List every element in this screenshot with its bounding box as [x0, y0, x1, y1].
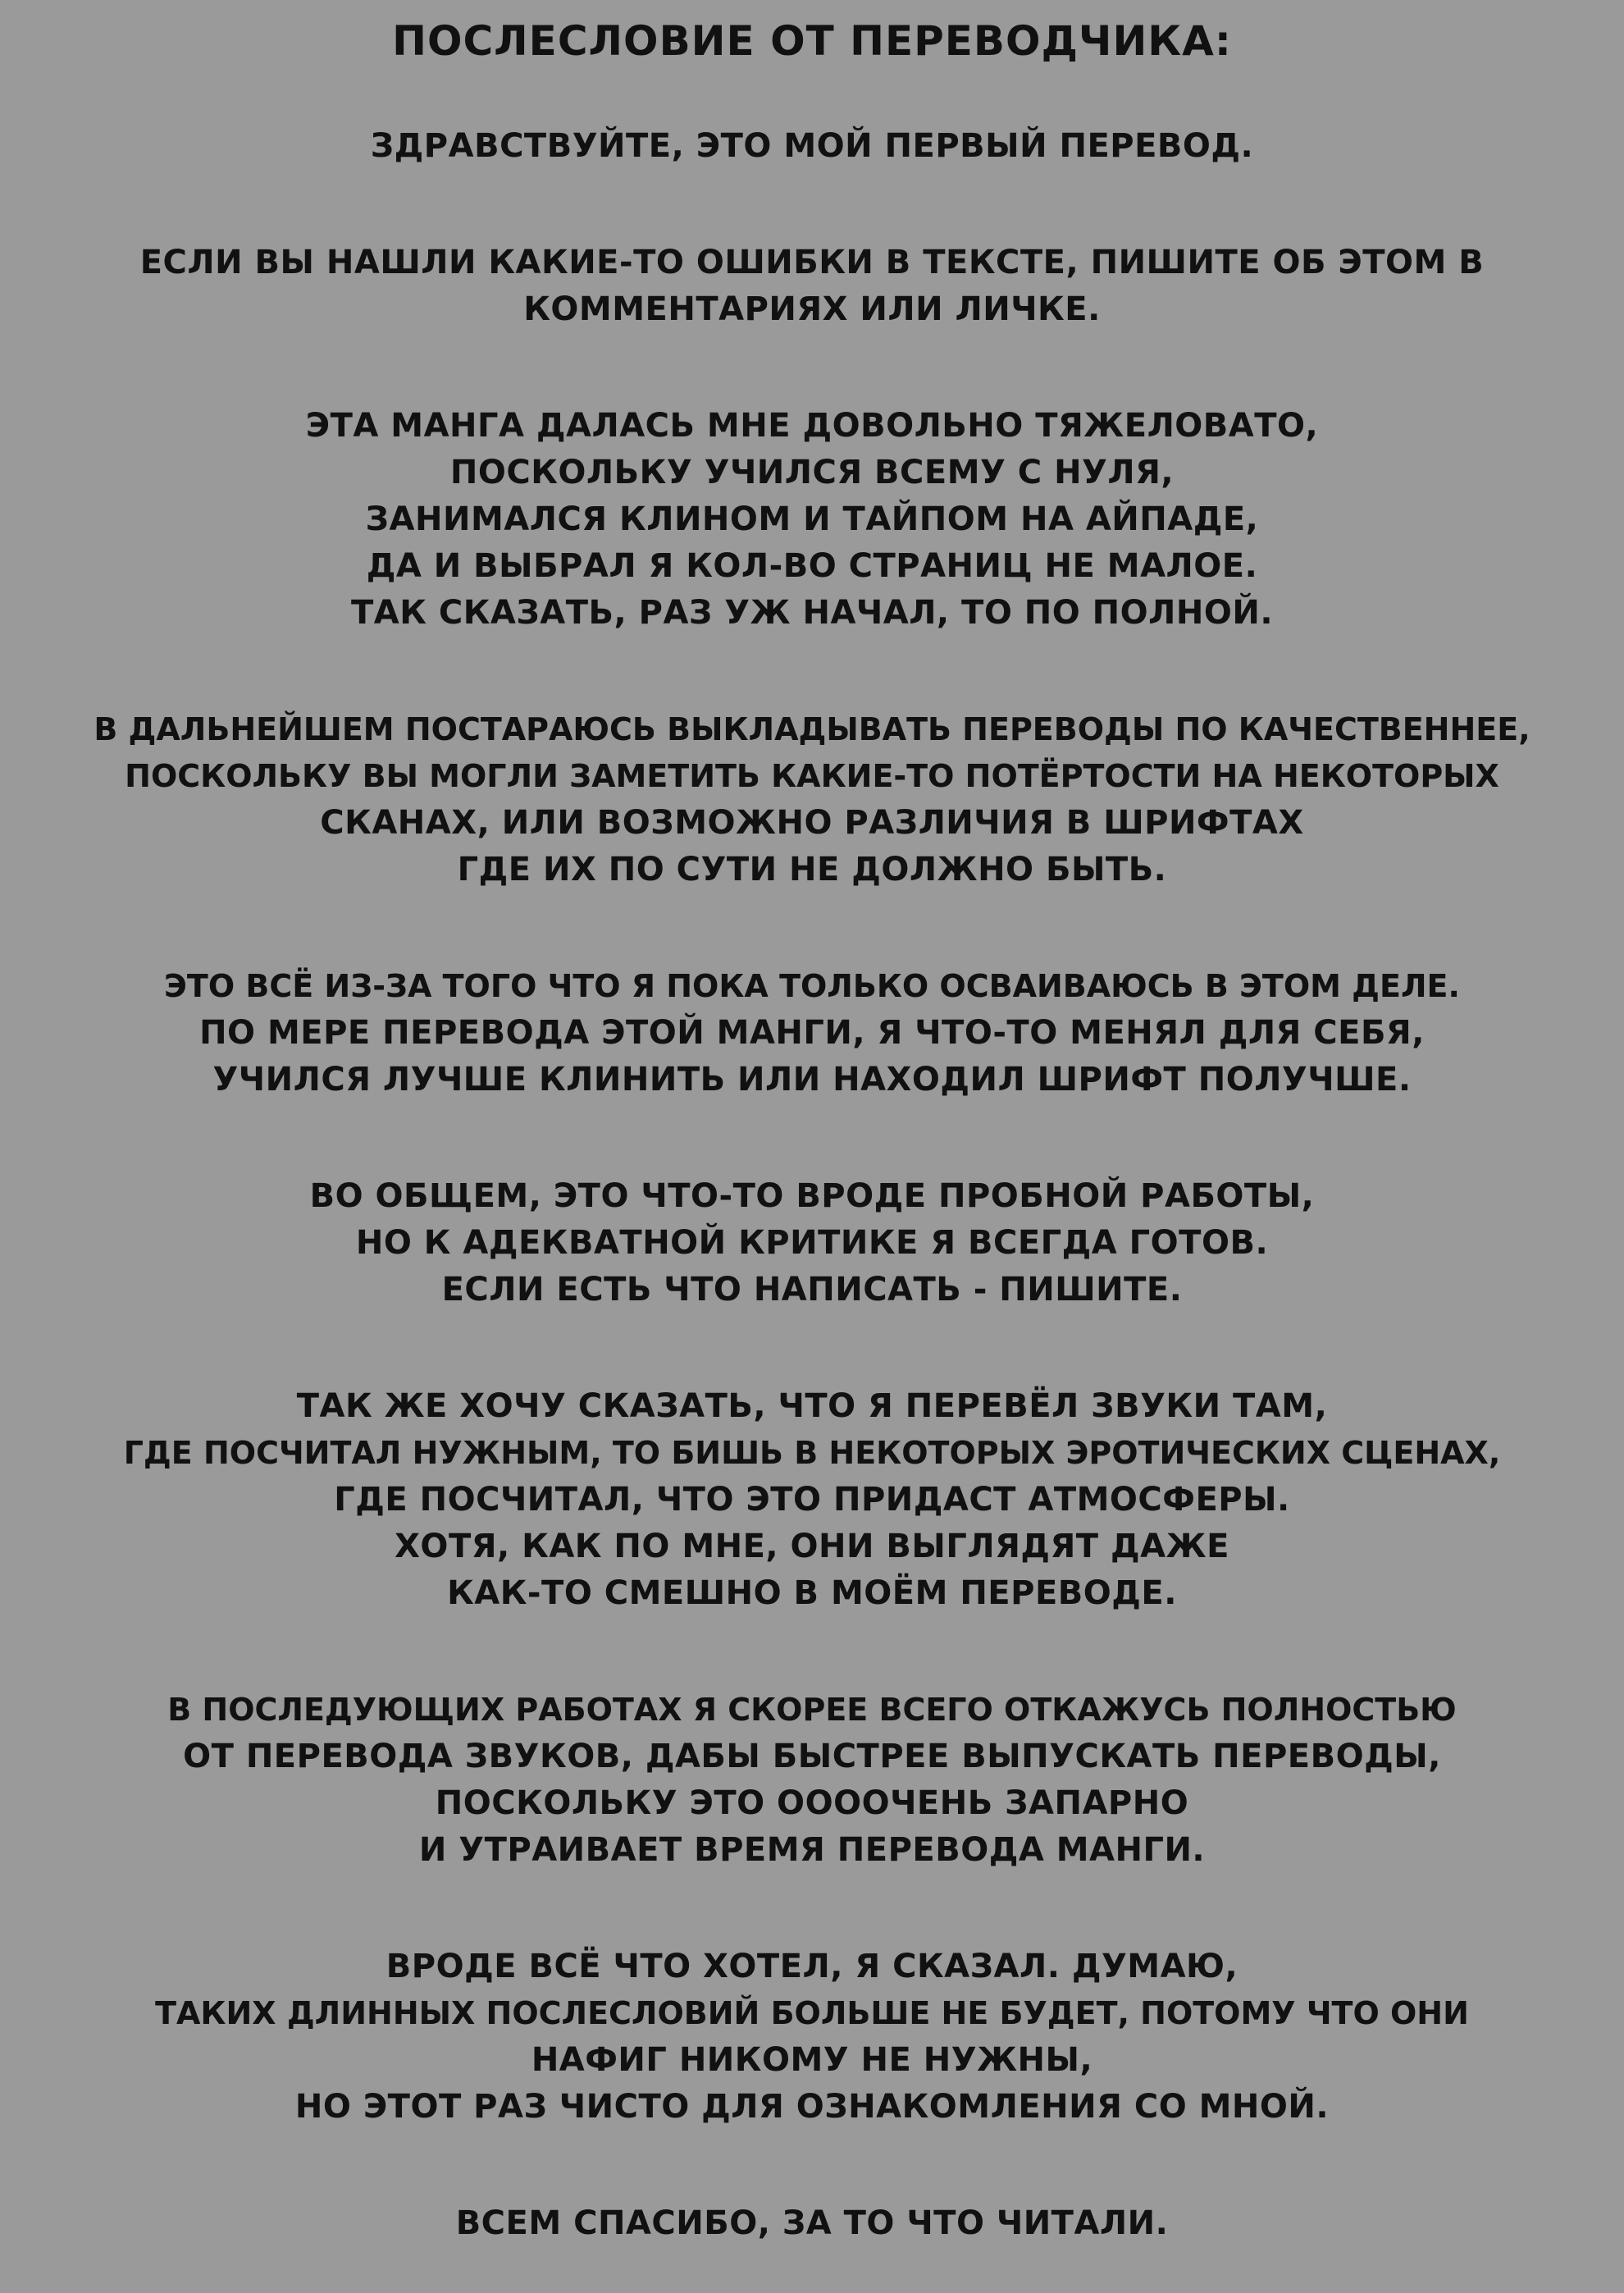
text-line: В ДАЛЬНЕЙШЕМ ПОСТАРАЮСЬ ВЫКЛАДЫВАТЬ ПЕРЕВОДЫ ПО КАЧЕСТВЕННЕЕ, [94, 711, 1530, 747]
text-line: ГДЕ ИХ ПО СУТИ НЕ ДОЛЖНО БЫТЬ. [457, 851, 1167, 888]
paragraph-thanks [0, 2200, 1624, 2247]
text-line: ДА И ВЫБРАЛ Я КОЛ-ВО СТРАНИЦ НЕ МАЛОЕ. [366, 547, 1258, 585]
paragraph-errors [0, 240, 1624, 333]
text-line: ХОТЯ, КАК ПО МНЕ, ОНИ ВЫГЛЯДЯТ ДАЖЕ [395, 1528, 1229, 1565]
text-line: ОТ ПЕРЕВОДА ЗВУКОВ, ДАБЫ БЫСТРЕЕ ВЫПУСКАТЬ ПЕРЕВОДЫ, [183, 1738, 1441, 1775]
text-line: НО К АДЕКВАТНОЙ КРИТИКЕ Я ВСЕГДА ГОТОВ. [355, 1224, 1269, 1262]
text-line: ВО ОБЩЕМ, ЭТО ЧТО-ТО ВРОДЕ ПРОБНОЙ РАБОТЫ, [309, 1177, 1315, 1215]
text-line: В ПОСЛЕДУЮЩИХ РАБОТАХ Я СКОРЕЕ ВСЕГО ОТКАЖУСЬ ПОЛНОСТЬЮ [167, 1692, 1457, 1728]
text-line: ТАК СКАЗАТЬ, РАЗ УЖ НАЧАЛ, ТО ПО ПОЛНОЙ. [350, 594, 1274, 632]
text-line: ПОСКОЛЬКУ УЧИЛСЯ ВСЕМУ С НУЛЯ, [449, 454, 1175, 491]
text-line: ЗАНИМАЛСЯ КЛИНОМ И ТАЙПОМ НА АЙПАДЕ, [365, 500, 1259, 538]
page-title: ПОСЛЕСЛОВИЕ ОТ ПЕРЕВОДЧИКА: [392, 17, 1232, 65]
text-line: ПО МЕРЕ ПЕРЕВОДА ЭТОЙ МАНГИ, Я ЧТО-ТО МЕНЯЛ ДЛЯ СЕБЯ, [199, 1014, 1425, 1052]
text-line: ПОСКОЛЬКУ ВЫ МОГЛИ ЗАМЕТИТЬ КАКИЕ-ТО ПОТЁРТОСТИ НА НЕКОТОРЫХ [125, 758, 1499, 794]
text-line: ЭТА МАНГА ДАЛАСЬ МНЕ ДОВОЛЬНО ТЯЖЕЛОВАТО, [305, 407, 1319, 445]
paragraph-sounds [0, 1383, 1624, 1617]
text-line: КАК-ТО СМЕШНО В МОЁМ ПЕРЕВОДЕ. [447, 1574, 1177, 1612]
text-line: ЕСЛИ ВЫ НАШЛИ КАКИЕ-ТО ОШИБКИ В ТЕКСТЕ, ПИШИТЕ ОБ ЭТОМ В [139, 244, 1485, 281]
text-line: СКАНАХ, ИЛИ ВОЗМОЖНО РАЗЛИЧИЯ В ШРИФТАХ [320, 804, 1304, 842]
paragraph-quality [0, 706, 1624, 893]
paragraph-greeting [0, 123, 1624, 170]
paragraph-learning [0, 963, 1624, 1103]
text-line: И УТРАИВАЕТ ВРЕМЯ ПЕРЕВОДА МАНГИ. [418, 1831, 1206, 1869]
paragraph-difficulty [0, 403, 1624, 637]
paragraph-future [0, 1687, 1624, 1874]
text-line: ЗДРАВСТВУЙТЕ, ЭТО МОЙ ПЕРВЫЙ ПЕРЕВОД. [370, 127, 1254, 165]
text-line: КОММЕНТАРИЯХ ИЛИ ЛИЧКЕ. [523, 290, 1101, 328]
text-line: ПОСКОЛЬКУ ЭТО ООООЧЕНЬ ЗАПАРНО [435, 1784, 1189, 1822]
text-line: ЕСЛИ ЕСТЬ ЧТО НАПИСАТЬ - ПИШИТЕ. [441, 1271, 1183, 1309]
paragraph-closing [0, 1944, 1624, 2131]
text-line: ВРОДЕ ВСЁ ЧТО ХОТЕЛ, Я СКАЗАЛ. ДУМАЮ, [385, 1948, 1239, 1985]
text-line: НО ЭТОТ РАЗ ЧИСТО ДЛЯ ОЗНАКОМЛЕНИЯ СО МНОЙ. [294, 2088, 1330, 2126]
text-line: ТАКИХ ДЛИННЫХ ПОСЛЕСЛОВИЙ БОЛЬШЕ НЕ БУДЕТ, ПОТОМУ ЧТО ОНИ [155, 1995, 1469, 2031]
text-line: ГДЕ ПОСЧИТАЛ, ЧТО ЭТО ПРИДАСТ АТМОСФЕРЫ. [334, 1481, 1290, 1519]
text-line: ГДЕ ПОСЧИТАЛ НУЖНЫМ, ТО БИШЬ В НЕКОТОРЫХ ЭРОТИЧЕСКИХ СЦЕНАХ, [123, 1435, 1501, 1471]
text-line: НАФИГ НИКОМУ НЕ НУЖНЫ, [531, 2041, 1093, 2079]
paragraph-trial [0, 1173, 1624, 1313]
text-line: ВСЕМ СПАСИБО, ЗА ТО ЧТО ЧИТАЛИ. [455, 2204, 1169, 2242]
text-line: УЧИЛСЯ ЛУЧШЕ КЛИНИТЬ ИЛИ НАХОДИЛ ШРИФТ ПОЛУЧШЕ. [212, 1061, 1412, 1099]
text-line: ТАК ЖЕ ХОЧУ СКАЗАТЬ, ЧТО Я ПЕРЕВЁЛ ЗВУКИ ТАМ, [296, 1387, 1328, 1425]
text-line: ЭТО ВСЁ ИЗ-ЗА ТОГО ЧТО Я ПОКА ТОЛЬКО ОСВАИВАЮСЬ В ЭТОМ ДЕЛЕ. [164, 968, 1460, 1004]
